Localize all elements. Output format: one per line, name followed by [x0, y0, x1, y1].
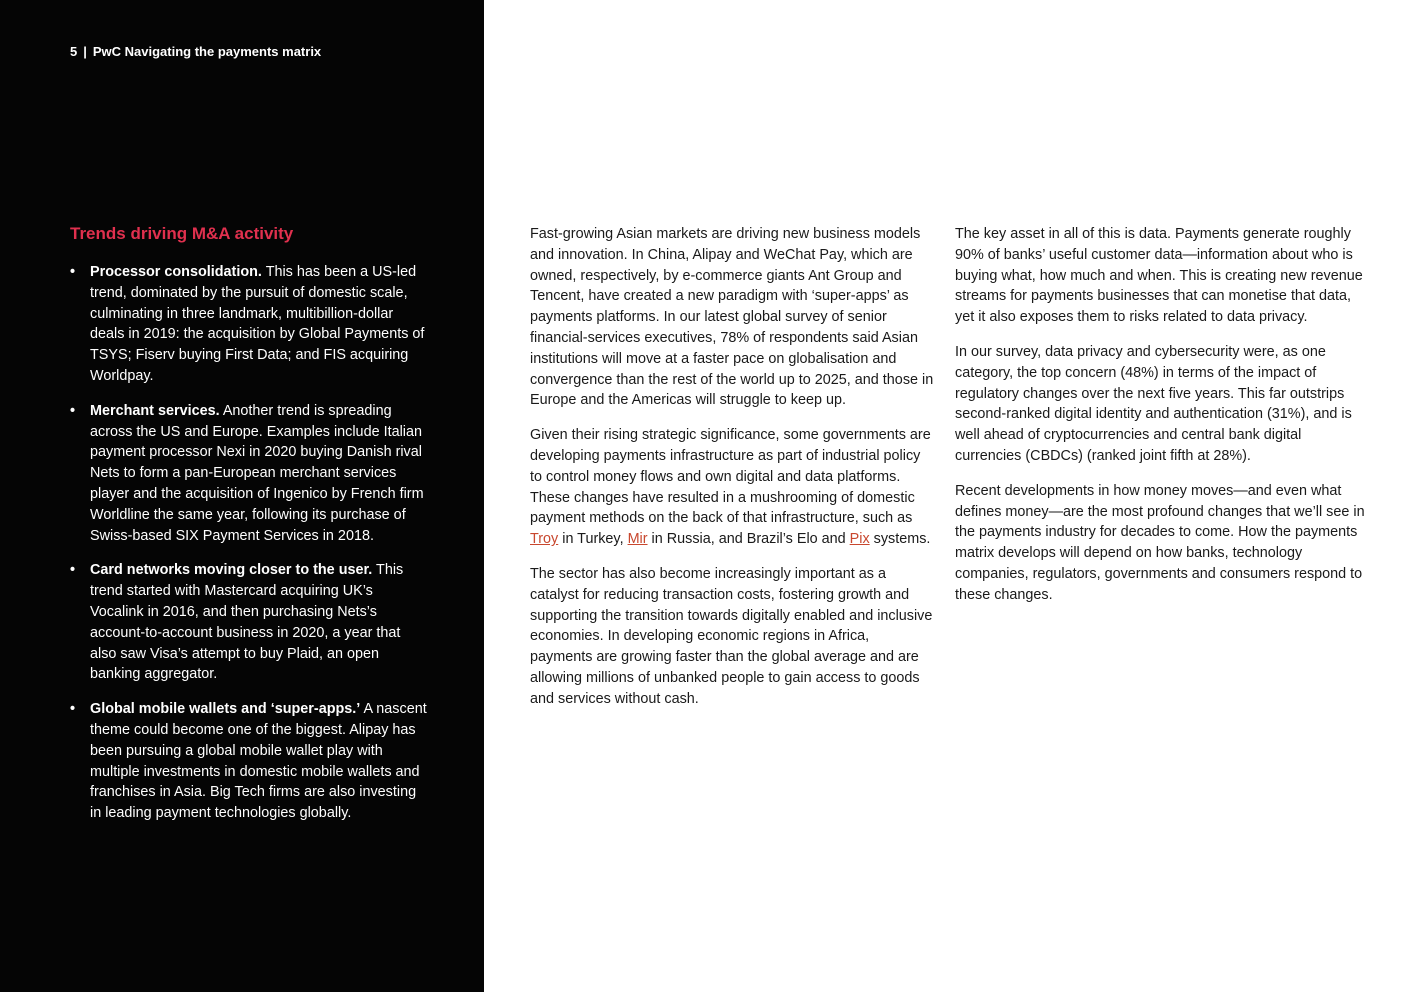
item-text: This has been a US-led trend, dominated by the pursuit of domestic scale, culminating in three landmark, multibillion-dollar deals in 2019: the acquisition by Global Payments of TSYS; Fiserv buying First Data; and FIS acquiring Worldpay.: [90, 264, 425, 384]
paragraph-text: systems.: [869, 531, 931, 548]
paragraph: In our survey, data privacy and cybersecurity were, as one category, the top concern (48%) in terms of the impact of regulatory changes over the next five years. This far outstrips second-ranked digital identity and authentication (31%), and is well ahead of cryptocurrencies and central bank digital currencies (CBDCs) (ranked joint fifth at 28%).: [955, 343, 1352, 464]
trends-list: [70, 262, 430, 838]
paragraph: The sector has also become increasingly important as a catalyst for reducing transaction costs, fostering growth and supporting the transition towards digitally enabled and inclusive economies. In developing economic regions in Africa, payments are growing faster than the global average and are allowing millions of unbanked people to gain access to goods and services without cash.: [530, 565, 933, 707]
item-lead: Merchant services.: [90, 402, 220, 419]
paragraph-text: Given their rising strategic significance, some governments are developing payments infrastructure as part of industrial policy to control money flows and own digital and data platforms. These changes have resulted in a mushrooming of domestic payment methods on the back of that infrastructure, such as: [530, 427, 931, 527]
list-item: [70, 560, 430, 685]
bullet-icon: •: [70, 701, 76, 718]
paragraph-text: in Russia, and Brazil’s Elo and: [647, 531, 850, 548]
list-item: [70, 401, 430, 547]
bullet-icon: •: [70, 562, 76, 579]
list-item: [70, 262, 430, 387]
list-item: [70, 699, 430, 824]
sidebar-panel: [0, 0, 484, 992]
document-title: PwC Navigating the payments matrix: [92, 44, 322, 59]
item-text: A nascent theme could become one of the biggest. Alipay has been pursuing a global mobile wallet play with multiple investments in domestic mobile wallets and franchises in Asia. Big Tech firms are also investing in leading payment technologies globally.: [90, 701, 427, 822]
bullet-icon: •: [70, 264, 76, 280]
middle-column: [530, 224, 934, 724]
item-lead: Processor consolidation.: [90, 264, 262, 280]
right-column: [955, 224, 1365, 620]
item-lead: Global mobile wallets and ‘super-apps.’: [90, 701, 361, 718]
link-troy[interactable]: Troy: [530, 531, 559, 548]
page-number: 5: [70, 44, 78, 59]
link-pix[interactable]: Pix: [849, 531, 870, 548]
link-mir[interactable]: Mir: [627, 531, 648, 548]
paragraph: The key asset in all of this is data. Payments generate roughly 90% of banks’ useful customer data—information about who is buying what, how much and when. This is creating new revenue streams for payments businesses that can monetise that data, yet it also exposes them to risks related to data privacy.: [955, 226, 1363, 326]
page-header: [70, 44, 321, 59]
header-separator: |: [83, 44, 87, 59]
paragraph: Recent developments in how money moves—and even what defines money—are the most profound changes that we’ll see in the payments industry for decades to come. How the payments matrix develops will depend on how banks, technology companies, regulators, governments and consumers respond to these changes.: [955, 482, 1365, 603]
item-text: Another trend is spreading across the US and Europe. Examples include Italian payment processor Nexi in 2020 buying Danish rival Nets to form a pan-European merchant services player and the acquisition of Ingenico by French firm Worldline the same year, following its purchase of Swiss-based SIX Payment Services in 2018.: [90, 402, 424, 544]
paragraph: [530, 425, 934, 550]
paragraph: Fast-growing Asian markets are driving new business models and innovation. In China, Alipay and WeChat Pay, which are owned, respectively, by e-commerce giants Ant Group and Tencent, have created a new paradigm with ‘super-apps’ as payments platforms. In our latest global survey of senior financial-services executives, 78% of respondents said Asian institutions will move at a faster pace on globalisation and convergence than the rest of the world up to 2025, and those in Europe and the Americas will struggle to keep up.: [530, 226, 934, 409]
item-text: This trend started with Mastercard acquiring UK’s Vocalink in 2016, and then purchasing Nets’s account-to-account business in 2020, a year that also saw Visa’s attempt to buy Plaid, an open banking aggregator.: [90, 562, 404, 683]
section-heading: Trends driving M&A activity: [70, 224, 294, 243]
item-lead: Card networks moving closer to the user.: [90, 562, 373, 579]
bullet-icon: •: [70, 402, 76, 419]
paragraph-text: in Turkey,: [558, 531, 628, 548]
